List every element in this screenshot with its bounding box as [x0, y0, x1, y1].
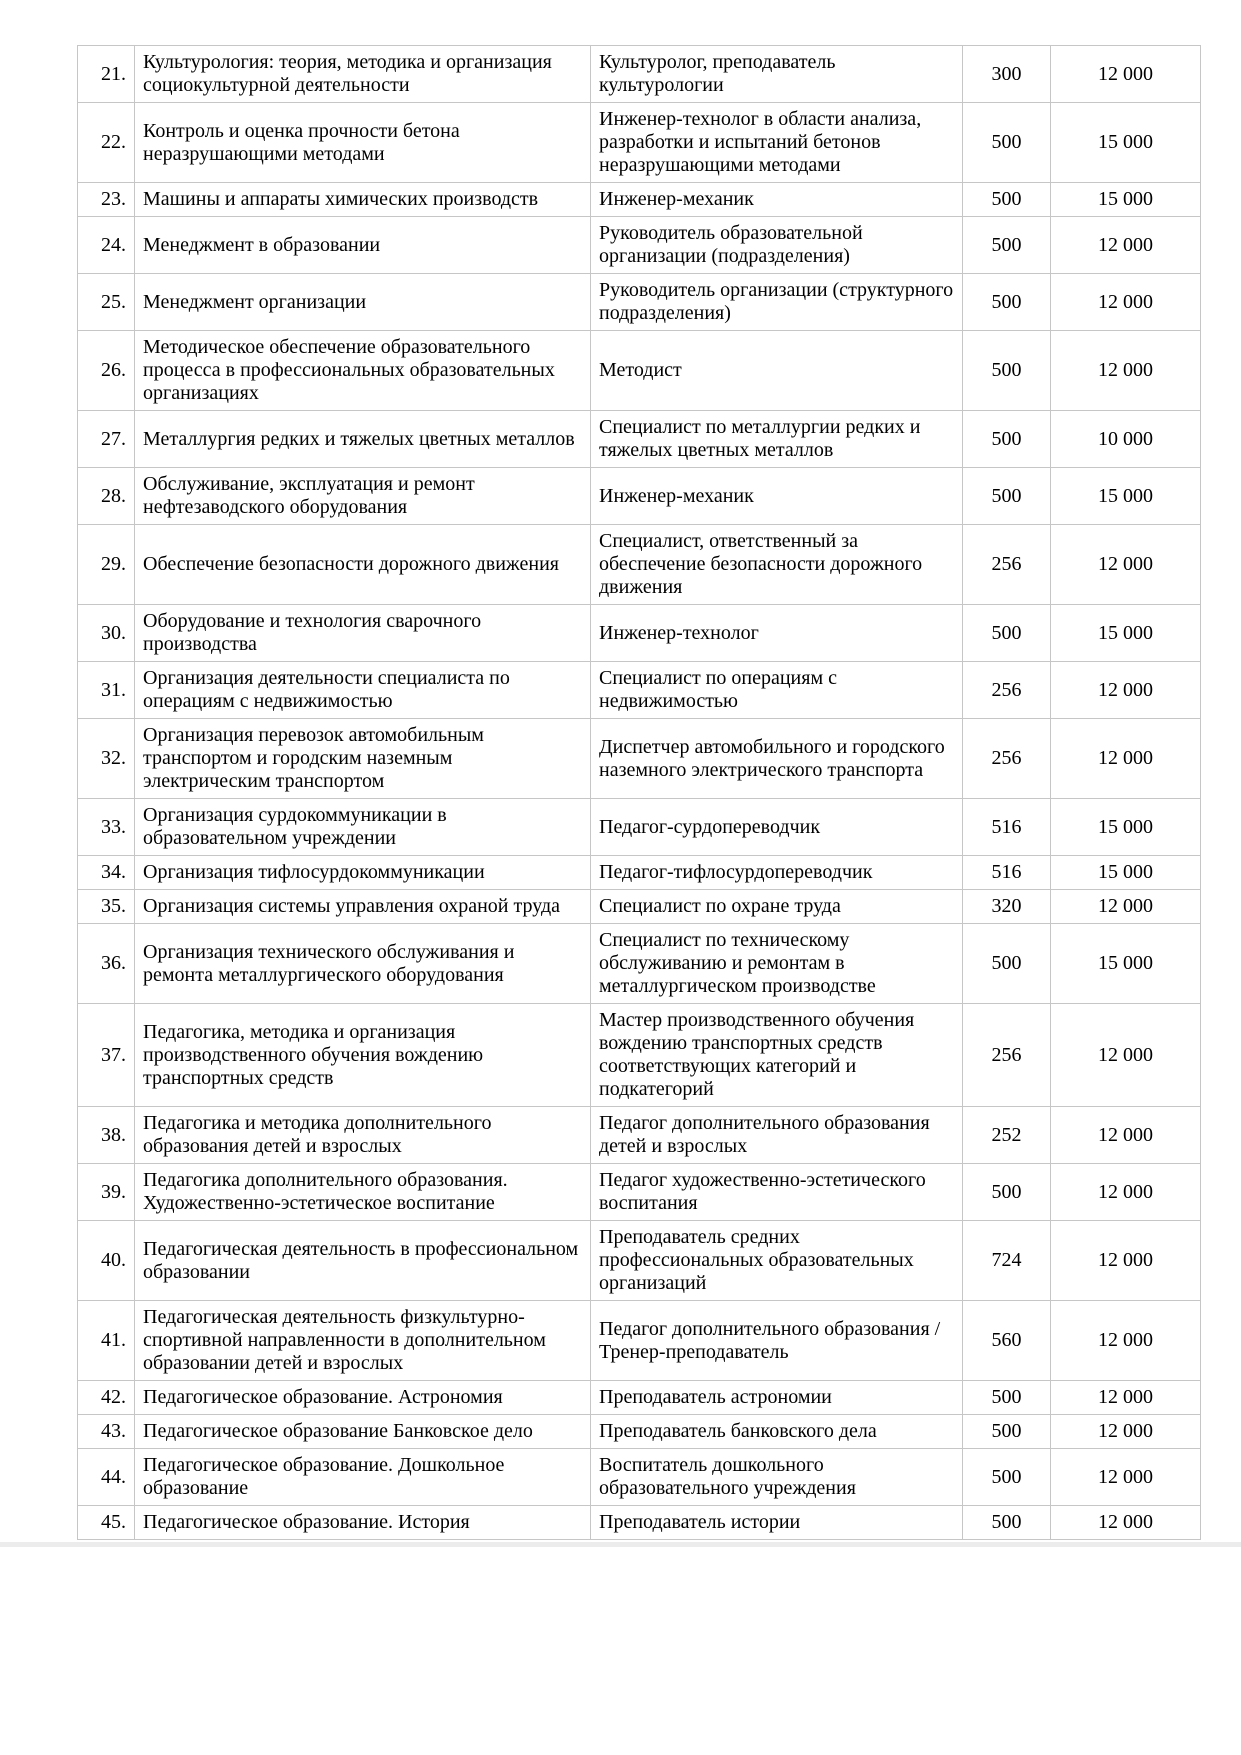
row-number-cell: 26.	[78, 331, 135, 411]
program-name-cell: Оборудование и технология сварочного производства	[135, 605, 591, 662]
program-name-cell: Организация тифлосурдокоммуникации	[135, 856, 591, 890]
hours-cell: 724	[963, 1221, 1051, 1301]
table-row	[78, 217, 1201, 274]
table-row	[78, 525, 1201, 605]
table-row	[78, 468, 1201, 525]
price-cell: 15 000	[1051, 605, 1201, 662]
table-row	[78, 1107, 1201, 1164]
row-number-cell: 24.	[78, 217, 135, 274]
qualification-cell: Специалист по операциям с недвижимостью	[591, 662, 963, 719]
programs-price-table	[77, 45, 1201, 1540]
hours-cell: 516	[963, 799, 1051, 856]
qualification-cell: Специалист по охране труда	[591, 890, 963, 924]
row-number-cell: 44.	[78, 1449, 135, 1506]
price-cell: 12 000	[1051, 1164, 1201, 1221]
row-number-cell: 32.	[78, 719, 135, 799]
hours-cell: 500	[963, 1381, 1051, 1415]
qualification-cell: Преподаватель средних профессиональных образовательных организаций	[591, 1221, 963, 1301]
hours-cell: 256	[963, 525, 1051, 605]
hours-cell: 500	[963, 331, 1051, 411]
row-number-cell: 43.	[78, 1415, 135, 1449]
qualification-cell: Педагог дополнительного образования / Тренер-преподаватель	[591, 1301, 963, 1381]
row-number-cell: 39.	[78, 1164, 135, 1221]
program-name-cell: Педагогика дополнительного образования. Художественно-эстетическое воспитание	[135, 1164, 591, 1221]
price-cell: 15 000	[1051, 103, 1201, 183]
price-cell: 10 000	[1051, 411, 1201, 468]
row-number-cell: 33.	[78, 799, 135, 856]
hours-cell: 516	[963, 856, 1051, 890]
qualification-cell: Воспитатель дошкольного образовательного учреждения	[591, 1449, 963, 1506]
hours-cell: 500	[963, 924, 1051, 1004]
table-row	[78, 1415, 1201, 1449]
row-number-cell: 23.	[78, 183, 135, 217]
table-row	[78, 1449, 1201, 1506]
price-cell: 15 000	[1051, 856, 1201, 890]
row-number-cell: 41.	[78, 1301, 135, 1381]
program-name-cell: Металлургия редких и тяжелых цветных металлов	[135, 411, 591, 468]
hours-cell: 320	[963, 890, 1051, 924]
price-cell: 12 000	[1051, 274, 1201, 331]
qualification-cell: Руководитель образовательной организации (подразделения)	[591, 217, 963, 274]
price-cell: 12 000	[1051, 217, 1201, 274]
qualification-cell: Педагог дополнительного образования детей и взрослых	[591, 1107, 963, 1164]
qualification-cell: Специалист по техническому обслуживанию и ремонтам в металлургическом производстве	[591, 924, 963, 1004]
table-row	[78, 1004, 1201, 1107]
table-row	[78, 719, 1201, 799]
qualification-cell: Педагог-тифлосурдопереводчик	[591, 856, 963, 890]
qualification-cell: Руководитель организации (структурного подразделения)	[591, 274, 963, 331]
price-cell: 12 000	[1051, 1381, 1201, 1415]
row-number-cell: 35.	[78, 890, 135, 924]
program-name-cell: Педагогическая деятельность физкультурно-спортивной направленности в дополнительном образовании детей и взрослых	[135, 1301, 591, 1381]
row-number-cell: 37.	[78, 1004, 135, 1107]
table-row	[78, 411, 1201, 468]
hours-cell: 500	[963, 103, 1051, 183]
hours-cell: 500	[963, 1506, 1051, 1540]
program-name-cell: Менеджмент в образовании	[135, 217, 591, 274]
qualification-cell: Культуролог, преподаватель культурологии	[591, 46, 963, 103]
qualification-cell: Специалист по металлургии редких и тяжелых цветных металлов	[591, 411, 963, 468]
row-number-cell: 21.	[78, 46, 135, 103]
qualification-cell: Инженер-технолог в области анализа, разработки и испытаний бетонов неразрушающими методами	[591, 103, 963, 183]
qualification-cell: Мастер производственного обучения вождению транспортных средств соответствующих категорий и подкатегорий	[591, 1004, 963, 1107]
qualification-cell: Преподаватель банковского дела	[591, 1415, 963, 1449]
program-name-cell: Педагогика и методика дополнительного образования детей и взрослых	[135, 1107, 591, 1164]
program-name-cell: Организация системы управления охраной труда	[135, 890, 591, 924]
hours-cell: 500	[963, 274, 1051, 331]
table-row	[78, 103, 1201, 183]
qualification-cell: Инженер-механик	[591, 468, 963, 525]
program-name-cell: Организация технического обслуживания и ремонта металлургического оборудования	[135, 924, 591, 1004]
table-row	[78, 1381, 1201, 1415]
program-name-cell: Обеспечение безопасности дорожного движения	[135, 525, 591, 605]
price-cell: 12 000	[1051, 46, 1201, 103]
table-row	[78, 890, 1201, 924]
table-row	[78, 662, 1201, 719]
hours-cell: 300	[963, 46, 1051, 103]
row-number-cell: 22.	[78, 103, 135, 183]
qualification-cell: Диспетчер автомобильного и городского наземного электрического транспорта	[591, 719, 963, 799]
qualification-cell: Методист	[591, 331, 963, 411]
table-row	[78, 331, 1201, 411]
table-row	[78, 183, 1201, 217]
price-cell: 12 000	[1051, 890, 1201, 924]
table-row	[78, 274, 1201, 331]
program-name-cell: Организация сурдокоммуникации в образовательном учреждении	[135, 799, 591, 856]
program-name-cell: Методическое обеспечение образовательного процесса в профессиональных образовательных организациях	[135, 331, 591, 411]
hours-cell: 256	[963, 1004, 1051, 1107]
table-row	[78, 1221, 1201, 1301]
qualification-cell: Педагог художественно-эстетического воспитания	[591, 1164, 963, 1221]
price-cell: 12 000	[1051, 1107, 1201, 1164]
qualification-cell: Инженер-механик	[591, 183, 963, 217]
page-break-shadow	[0, 1542, 1241, 1547]
programs-table-body	[78, 46, 1201, 1540]
program-name-cell: Организация перевозок автомобильным транспортом и городским наземным электрическим транспортом	[135, 719, 591, 799]
table-row	[78, 856, 1201, 890]
row-number-cell: 25.	[78, 274, 135, 331]
price-cell: 12 000	[1051, 1415, 1201, 1449]
program-name-cell: Организация деятельности специалиста по операциям с недвижимостью	[135, 662, 591, 719]
program-name-cell: Менеджмент организации	[135, 274, 591, 331]
price-cell: 15 000	[1051, 924, 1201, 1004]
program-name-cell: Педагогическое образование. Астрономия	[135, 1381, 591, 1415]
price-cell: 15 000	[1051, 468, 1201, 525]
qualification-cell: Инженер-технолог	[591, 605, 963, 662]
table-row	[78, 799, 1201, 856]
table-row	[78, 924, 1201, 1004]
hours-cell: 500	[963, 1449, 1051, 1506]
price-cell: 15 000	[1051, 799, 1201, 856]
row-number-cell: 30.	[78, 605, 135, 662]
price-cell: 12 000	[1051, 719, 1201, 799]
hours-cell: 256	[963, 719, 1051, 799]
hours-cell: 252	[963, 1107, 1051, 1164]
price-cell: 12 000	[1051, 662, 1201, 719]
program-name-cell: Педагогическое образование. Дошкольное образование	[135, 1449, 591, 1506]
hours-cell: 500	[963, 468, 1051, 525]
program-name-cell: Культурология: теория, методика и организация социокультурной деятельности	[135, 46, 591, 103]
row-number-cell: 36.	[78, 924, 135, 1004]
table-row	[78, 1164, 1201, 1221]
price-cell: 15 000	[1051, 183, 1201, 217]
row-number-cell: 34.	[78, 856, 135, 890]
row-number-cell: 27.	[78, 411, 135, 468]
hours-cell: 500	[963, 1415, 1051, 1449]
price-cell: 12 000	[1051, 525, 1201, 605]
price-cell: 12 000	[1051, 1004, 1201, 1107]
hours-cell: 256	[963, 662, 1051, 719]
price-cell: 12 000	[1051, 1301, 1201, 1381]
table-row	[78, 46, 1201, 103]
qualification-cell: Преподаватель истории	[591, 1506, 963, 1540]
hours-cell: 560	[963, 1301, 1051, 1381]
row-number-cell: 29.	[78, 525, 135, 605]
row-number-cell: 42.	[78, 1381, 135, 1415]
hours-cell: 500	[963, 605, 1051, 662]
table-row	[78, 1301, 1201, 1381]
row-number-cell: 40.	[78, 1221, 135, 1301]
price-cell: 12 000	[1051, 1449, 1201, 1506]
program-name-cell: Педагогика, методика и организация производственного обучения вождению транспортных средств	[135, 1004, 591, 1107]
hours-cell: 500	[963, 217, 1051, 274]
row-number-cell: 28.	[78, 468, 135, 525]
row-number-cell: 38.	[78, 1107, 135, 1164]
row-number-cell: 45.	[78, 1506, 135, 1540]
row-number-cell: 31.	[78, 662, 135, 719]
program-name-cell: Педагогическое образование Банковское дело	[135, 1415, 591, 1449]
qualification-cell: Преподаватель астрономии	[591, 1381, 963, 1415]
table-row	[78, 1506, 1201, 1540]
qualification-cell: Педагог-сурдопереводчик	[591, 799, 963, 856]
hours-cell: 500	[963, 183, 1051, 217]
program-name-cell: Контроль и оценка прочности бетона неразрушающими методами	[135, 103, 591, 183]
qualification-cell: Специалист, ответственный за обеспечение безопасности дорожного движения	[591, 525, 963, 605]
price-cell: 12 000	[1051, 1221, 1201, 1301]
program-name-cell: Машины и аппараты химических производств	[135, 183, 591, 217]
hours-cell: 500	[963, 1164, 1051, 1221]
program-name-cell: Педагогическое образование. История	[135, 1506, 591, 1540]
program-name-cell: Обслуживание, эксплуатация и ремонт нефтезаводского оборудования	[135, 468, 591, 525]
table-row	[78, 605, 1201, 662]
program-name-cell: Педагогическая деятельность в профессиональном образовании	[135, 1221, 591, 1301]
price-cell: 12 000	[1051, 331, 1201, 411]
price-cell: 12 000	[1051, 1506, 1201, 1540]
hours-cell: 500	[963, 411, 1051, 468]
